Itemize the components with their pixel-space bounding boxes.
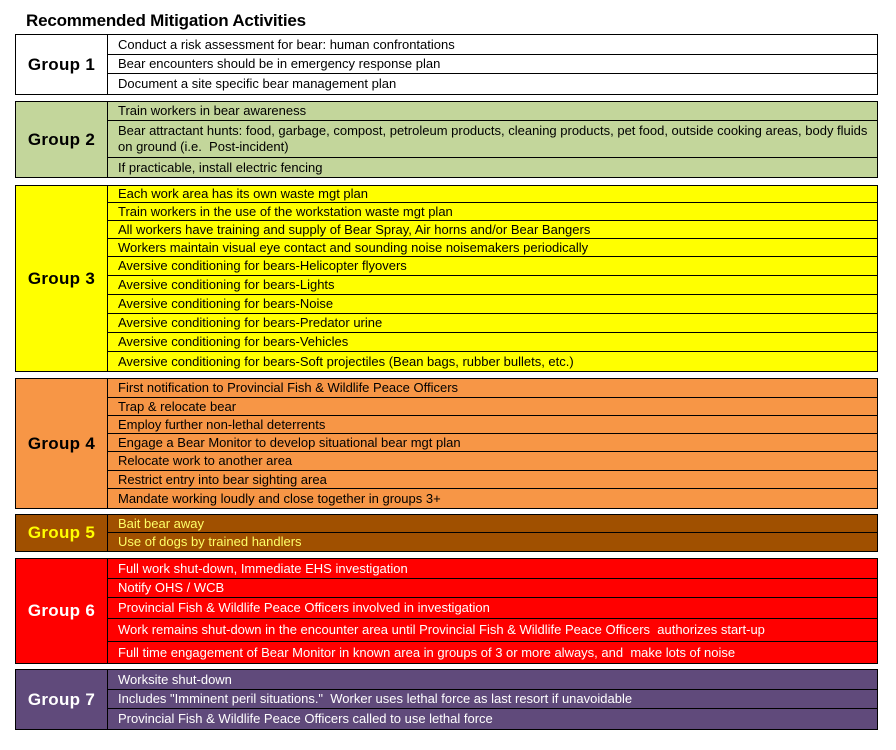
activity-text: Notify OHS / WCB — [118, 580, 225, 595]
group-label: Group 6 — [16, 559, 108, 663]
activity-row — [108, 452, 877, 471]
activity-row — [108, 379, 877, 398]
activity-text: Document a site specific bear management plan — [118, 76, 397, 91]
activity-text: Workers maintain visual eye contact and sounding noise noisemakers periodically — [118, 239, 589, 255]
activity-text: Bear encounters should be in emergency response plan — [118, 56, 441, 71]
group-2 — [15, 101, 878, 178]
activity-row — [108, 158, 877, 177]
activity-text: Aversive conditioning for bears-Soft projectiles (Bean bags, rubber bullets, etc.) — [118, 353, 574, 369]
activity-text: Employ further non-lethal deterrents — [118, 416, 326, 432]
activity-row — [108, 333, 877, 352]
group-7 — [15, 669, 878, 730]
activity-text: All workers have training and supply of Bear Spray, Air horns and/or Bear Bangers — [118, 221, 591, 237]
activity-row — [108, 434, 877, 452]
activity-row — [108, 559, 877, 579]
activity-text: Engage a Bear Monitor to develop situational bear mgt plan — [118, 434, 461, 450]
activity-text: Use of dogs by trained handlers — [118, 534, 302, 549]
activity-text: Full time engagement of Bear Monitor in known area in groups of 3 or more always, and make lots of noise — [118, 644, 736, 660]
group-6 — [15, 558, 878, 664]
activity-text: Train workers in bear awareness — [118, 103, 307, 118]
group-3 — [15, 185, 878, 372]
activity-text: Bait bear away — [118, 515, 204, 531]
activity-text: Full work shut-down, Immediate EHS investigation — [118, 560, 408, 576]
activity-text: Aversive conditioning for bears-Predator urine — [118, 315, 383, 330]
activity-row — [108, 515, 877, 533]
activity-text: Train workers in the use of the workstation waste mgt plan — [118, 203, 453, 219]
activity-text: Provincial Fish & Wildlife Peace Officers involved in investigation — [118, 600, 490, 615]
group-label: Group 4 — [16, 379, 108, 508]
activity-text: Restrict entry into bear sighting area — [118, 471, 327, 487]
activity-row — [108, 221, 877, 239]
activity-row — [108, 709, 877, 729]
activity-row — [108, 276, 877, 295]
activity-text: Mandate working loudly and close together in groups 3+ — [118, 490, 441, 506]
activity-text: Aversive conditioning for bears-Noise — [118, 296, 334, 311]
activity-text: Worksite shut-down — [118, 671, 232, 687]
activity-row — [108, 416, 877, 434]
activity-row — [108, 203, 877, 221]
activity-row — [108, 352, 877, 371]
activity-text: First notification to Provincial Fish & Wildlife Peace Officers — [118, 380, 459, 395]
activity-row — [108, 489, 877, 508]
activity-row — [108, 257, 877, 276]
activity-text: If practicable, install electric fencing — [118, 159, 323, 175]
activity-row — [108, 55, 877, 74]
group-5 — [15, 514, 878, 552]
document-title: Recommended Mitigation Activities — [26, 11, 306, 30]
activity-row — [108, 690, 877, 709]
activity-row — [108, 186, 877, 203]
group-label: Group 3 — [16, 186, 108, 371]
activity-row — [108, 121, 877, 158]
group-1 — [15, 34, 878, 95]
activity-text: Aversive conditioning for bears-Vehicles — [118, 334, 349, 349]
activity-text: Trap & relocate bear — [118, 398, 237, 414]
activity-row — [108, 74, 877, 94]
group-4 — [15, 378, 878, 509]
activity-row — [108, 598, 877, 619]
group-label: Group 7 — [16, 670, 108, 729]
activity-text: Relocate work to another area — [118, 453, 293, 468]
activity-row — [108, 314, 877, 333]
activity-text: Bear attractant hunts: food, garbage, compost, petroleum products, cleaning products, pet food, outside cooking areas, body fluids on ground (i.e. Post-incident) — [118, 123, 872, 154]
activity-row — [108, 670, 877, 690]
group-label: Group 2 — [16, 102, 108, 177]
activity-text: Aversive conditioning for bears-Lights — [118, 277, 335, 292]
activity-row — [108, 533, 877, 551]
activity-row — [108, 398, 877, 416]
activity-row — [108, 579, 877, 598]
group-label: Group 1 — [16, 35, 108, 94]
activity-text: Each work area has its own waste mgt plan — [118, 186, 369, 201]
activity-row — [108, 619, 877, 642]
activity-row — [108, 35, 877, 55]
activity-row — [108, 642, 877, 663]
activity-text: Provincial Fish & Wildlife Peace Officers called to use lethal force — [118, 711, 493, 726]
activity-text: Includes "Imminent peril situations." Worker uses lethal force as last resort if unavoidable — [118, 691, 633, 706]
activity-text: Work remains shut-down in the encounter area until Provincial Fish & Wildlife Peace Officers authorizes start-up — [118, 622, 765, 637]
activity-text: Conduct a risk assessment for bear: human confrontations — [118, 36, 455, 52]
activity-row — [108, 295, 877, 314]
activity-row — [108, 239, 877, 257]
activity-row — [108, 471, 877, 489]
group-label: Group 5 — [16, 515, 108, 551]
activity-row — [108, 102, 877, 121]
activity-text: Aversive conditioning for bears-Helicopter flyovers — [118, 258, 407, 273]
